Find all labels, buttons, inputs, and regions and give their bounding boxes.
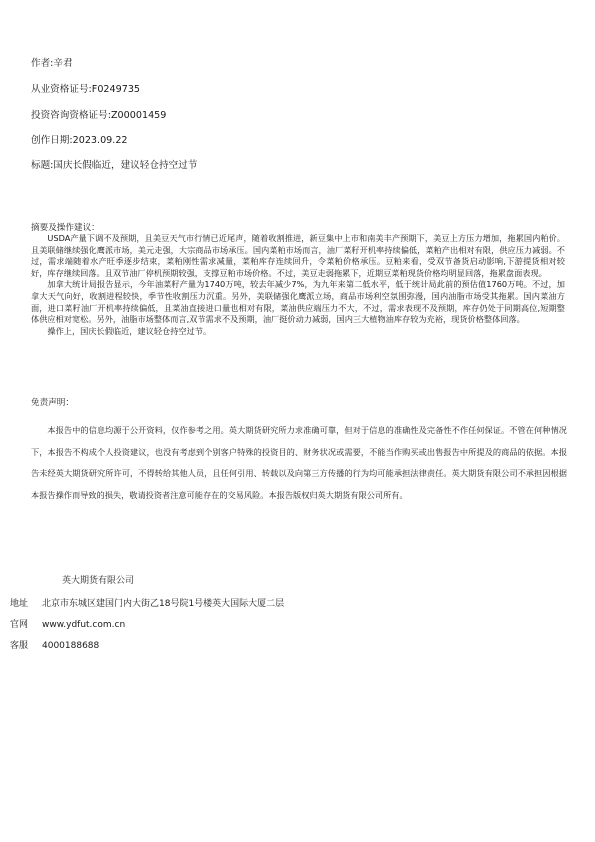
disclaimer-text: 本报告中的信息均源于公开资料，仅作参考之用。英大期货研究所力求准确可靠，但对于信息的准确性及完备性不作任何保证。不管在何种情况下，本报告不构成个人投资建议，也没有考虑到个别客户特殊的投资目的、财务状况或需要，不能当作购买或出售报告中所提及的商品的依据。本报告未经英大期货研究所许可，不得转给其他人员，且任何引用、转载以及向第三方传播的行为均可能承担法律责任。英大期货有限公司不承担因根据本报告操作而导致的损失，敬请投资者注意可能存在的交易风险。本报告版权归英大期货有限公司所有。	[31, 425, 567, 500]
website-label: 官网	[10, 620, 29, 630]
summary-paragraph-oil: 加拿大统计局报告显示，今年油菜籽产量为1740万吨，较去年减少7%，为九年来第二低水平，低于统计局此前的预估值1760万吨。不过，加拿大天气向好，收割进程较快，季节性收割压力沉重。另外，美联储强化鹰派立场，商品市场利空氛围弥漫，国内油脂市场受其拖累。国内菜油方面，进口菜籽油厂开机率持续偏低，且菜油直接进口量也相对有限，菜油供应端压力不大，不过，需求表现不及预期，库存仍处于同期高位,短期整体供应相对宽松。另外，油脂市场整体而言,双节需求不及预期，油厂挺价动力减弱，国内三大植物油库存较为充裕，现货价格整体回落。	[31, 279, 565, 325]
address-label: 地址	[10, 599, 29, 609]
website-link[interactable]: www.ydfut.com.cn	[42, 620, 126, 630]
summary-paragraph-strategy: 操作上，国庆长假临近，建议轻仓持空过节。	[47, 325, 212, 336]
advisory-cert: 投资咨询资格证号:Z00001459	[31, 110, 167, 121]
summary-label: 摘要及操作建议：	[31, 223, 100, 233]
report-title: 标题:国庆长假临近，建议轻仓持空过节	[31, 160, 198, 171]
summary-paragraph-meal: USDA产量下调不及预期，且美豆天气市行情已近尾声，随着收割推进，新豆集中上市和南美丰产预期下，美豆上方压力增加，拖累国内粕价。且美联储继续强化鹰派市场，美元走强，大宗商品市场承压。国内菜粕市场而言，油厂菜籽开机率持续偏低，菜粕产出相对有限，供应压力减弱。不过，需求端随着水产旺季逐步结束，菜粕刚性需求减量，菜粕库存连续回升，令菜粕价格承压。豆粕来看，受双节备货启动影响,下游提货相对较好，库存继续回落。且双节油厂停机预期较强，支撑豆粕市场价格。不过，美豆走弱拖累下，近期豆菜粕现货价格均明显回落，拖累盘面表现。	[31, 233, 565, 278]
service-row	[10, 638, 99, 651]
address-value: 北京市东城区建国门内大街乙18号院1号楼英大国际大厦二层	[42, 599, 285, 609]
qualification-cert: 从业资格证号:F0249735	[31, 84, 141, 95]
service-phone: 4000188688	[42, 641, 100, 651]
service-label: 客服	[10, 641, 29, 651]
creation-date: 创作日期:2023.09.22	[31, 135, 128, 146]
website-row	[10, 617, 125, 630]
disclaimer-label: 免责声明：	[31, 398, 74, 408]
address-row	[10, 596, 284, 609]
summary-body	[31, 233, 565, 337]
company-name: 英大期货有限公司	[62, 576, 135, 586]
disclaimer-body	[31, 420, 567, 506]
author: 作者:辛君	[31, 58, 73, 69]
